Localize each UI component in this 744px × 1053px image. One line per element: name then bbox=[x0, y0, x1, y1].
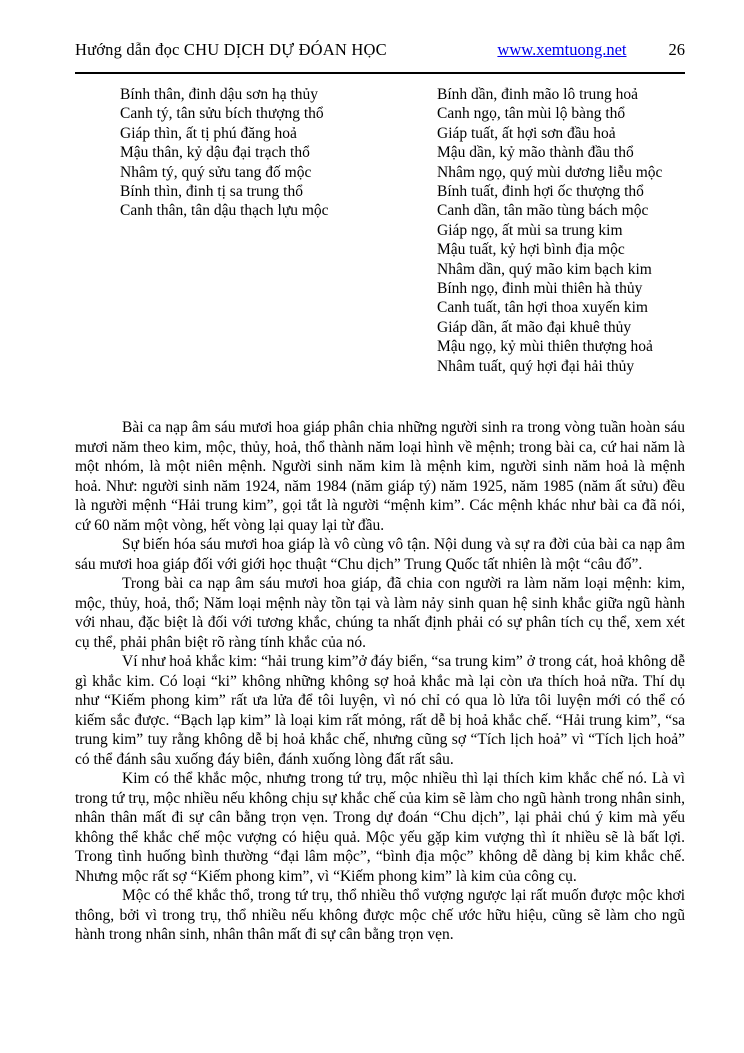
verse-line: Mậu tuất, kỷ hợi bình địa mộc bbox=[437, 241, 625, 259]
paragraph: Kim có thể khắc mộc, nhưng trong tứ trụ, mộc nhiều thì lại thích kim khắc chế nó. Là vì trong tứ trụ, mộc nhiều nếu không chịu sự khắc chế của kim sẽ làm cho ngũ hành trong nhân sinh, nhân thân mất đi sự cân bằng trọn vẹn. Trong dự đoán “Chu dịch”, lại phải chú ý kim mà yếu không thể khắc chế mộc vượng có hiệu quả. Mộc yếu gặp kim vượng thì ít nhiều sẽ là bất lợi. Trong tình huống bình thường “đại lâm mộc”, “bình địa mộc” không dễ dàng bị kim khắc chế. Nhưng mộc rất sợ “Kiếm phong kim”, vì “Kiếm phong kim” là kim của công cụ. bbox=[75, 770, 685, 885]
verse-line: Bính thìn, đinh tị sa trung thổ bbox=[120, 183, 303, 201]
verse-line: Canh tuất, tân hợi thoa xuyến kim bbox=[437, 299, 648, 317]
verse-line: Bính ngọ, đinh mùi thiên hà thủy bbox=[437, 280, 643, 298]
verse-line: Giáp ngọ, ất mùi sa trung kim bbox=[437, 221, 623, 239]
verse-column-left bbox=[120, 85, 329, 221]
verse-section bbox=[75, 85, 685, 377]
verse-line: Canh ngọ, tân mùi lộ bàng thổ bbox=[437, 105, 626, 123]
verse-line: Bính thân, đinh dậu sơn hạ thủy bbox=[120, 86, 319, 103]
page-title: Hướng dẫn đọc CHU DỊCH DỰ ĐÓAN HỌC bbox=[75, 40, 387, 59]
verse-line: Bính tuất, đinh hợi ốc thượng thổ bbox=[437, 183, 644, 201]
paragraph: Bài ca nạp âm sáu mươi hoa giáp phân chia những người sinh ra trong vòng tuần hoàn sáu mươi năm theo kim, mộc, thủy, hoả, thổ thành năm loại hình về mệnh; trong bài ca, cứ hai năm là một nhóm, là một niên mệnh. Người sinh năm kim là mệnh kim, người sinh năm hoả là mệnh hoả. Như: người sinh năm 1924, năm 1984 (năm giáp tý) năm 1925, năm 1985 (năm ất sửu) đều là người mệnh “Hải trung kim”, gọi tắt là người “mệnh kim”. Các mệnh khác như bài ca đã nói, cứ 60 năm một vòng, hết vòng lại quay lại từ đầu. bbox=[75, 419, 685, 534]
body-text bbox=[75, 418, 685, 945]
verse-line: Nhâm tý, quý sửu tang đố mộc bbox=[120, 163, 312, 181]
verse-line: Mậu thân, kỷ dậu đại trạch thổ bbox=[120, 144, 310, 162]
paragraph: Trong bài ca nạp âm sáu mươi hoa giáp, đã chia con người ra làm năm loại mệnh: kim, mộc, thủy, hoả, thổ; Năm loại mệnh này tồn tại và làm nảy sinh quan hệ sinh khắc giữa ngũ hành với nhau, đặc biệt là đối với tương khắc, chúng ta nhất định phải có sự phân tích cụ thể, xem xét cụ thể, phải phân biệt rõ ràng tính khắc của nó. bbox=[75, 575, 685, 651]
verse-line: Mậu dần, kỷ mão thành đầu thổ bbox=[437, 144, 634, 162]
verse-line: Nhâm ngọ, quý mùi dương liễu mộc bbox=[437, 163, 663, 181]
page-header bbox=[75, 40, 685, 74]
verse-line: Giáp dần, ất mão đại khuê thủy bbox=[437, 318, 632, 336]
verse-line: Giáp tuất, ất hợi sơn đầu hoả bbox=[437, 124, 616, 142]
website-link[interactable]: www.xemtuong.net bbox=[497, 40, 627, 59]
verse-line: Nhâm tuất, quý hợi đại hải thủy bbox=[437, 357, 635, 375]
verse-line: Bính dần, đinh mão lô trung hoả bbox=[437, 86, 639, 103]
paragraph: Sự biến hóa sáu mươi hoa giáp là vô cùng vô tận. Nội dung và sự ra đời của bài ca nạp âm sáu mươi hoa giáp đối với giới học thuật “Chu dịch” Trung Quốc tất nhiên là một “câu đố”. bbox=[75, 536, 685, 573]
verse-line: Canh thân, tân dậu thạch lựu mộc bbox=[120, 202, 329, 220]
verse-line: Mậu ngọ, kỷ mùi thiên thượng hoả bbox=[437, 338, 653, 356]
paragraph: Ví như hoả khắc kim: “hải trung kim”ở đáy biển, “sa trung kim” ở trong cát, hoả không dễ gì khắc kim. Có loại “ki” không những không sợ hoả khắc mà lại còn ưa thích hoả nữa. Thí dụ như “Kiếm phong kim” rất ưa lửa để tôi luyện, vì nó chỉ có qua lò lửa tôi luyện mới có thể có kiếm sắc được. “Bạch lạp kim” là loại kim rất mỏng, rất dễ bị hoả khắc chế. “Hải trung kim”, “sa trung kim” tuy rằng không dễ bị hoả khắc chế, nhưng cũng sợ “Tích lịch hoả” vì “Tích lịch hoả” có thể đánh sâu xuống đáy biên, đánh xuống lòng đất rất sâu. bbox=[75, 653, 685, 768]
verse-line: Giáp thìn, ất tị phú đăng hoả bbox=[120, 124, 297, 142]
verse-line: Canh dần, tân mão tùng bách mộc bbox=[437, 202, 649, 220]
paragraph: Mộc có thể khắc thổ, trong tứ trụ, thổ nhiều thổ vượng ngược lại rất muốn được mộc khơi thông, bởi vì trong trụ, thổ nhiều nếu không được mộc chế ước hữu hiệu, cũng sẽ làm cho ngũ hành trong nhân sinh, nhân thân mất đi sự cân bằng trọn vẹn. bbox=[75, 887, 685, 943]
verse-line: Canh tý, tân sửu bích thượng thổ bbox=[120, 105, 324, 123]
page-number: 26 bbox=[668, 40, 685, 59]
verse-line: Nhâm dần, quý mão kim bạch kim bbox=[437, 260, 652, 278]
verse-column-right bbox=[437, 85, 662, 376]
